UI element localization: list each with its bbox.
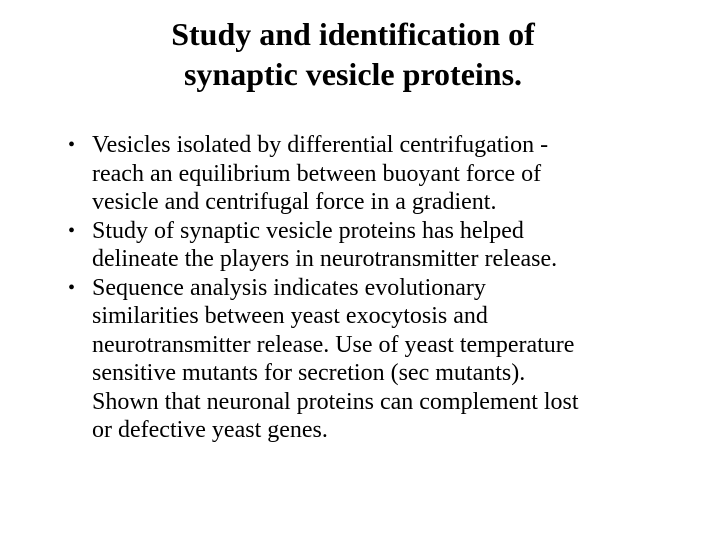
bullet-item: [60, 217, 700, 274]
bullet-text-line: Sequence analysis indicates evolutionary: [92, 274, 486, 301]
title-line: synaptic vesicle proteins.: [183, 56, 523, 92]
bullet-text-line: vesicle and centrifugal force in a gradient.: [92, 189, 497, 215]
bullet-item: [60, 274, 700, 445]
slide-title: [0, 14, 706, 94]
bullet-text-line: Vesicles isolated by differential centrifugation -: [92, 132, 549, 158]
bullet-text-line: delineate the players in neurotransmitter release.: [92, 246, 558, 272]
bullet-text-line: or defective yeast genes.: [92, 417, 328, 443]
bullet-icon: •: [68, 134, 76, 156]
bullet-list: [60, 131, 700, 445]
bullet-text-line: reach an equilibrium between buoyant force of: [92, 160, 542, 187]
bullet-text-line: Shown that neuronal proteins can complement lost: [92, 388, 579, 415]
title-line: Study and identification of: [171, 16, 535, 52]
bullet-text-line: sensitive mutants for secretion (sec mutants).: [92, 360, 526, 386]
bullet-text-line: similarities between yeast exocytosis and: [92, 303, 488, 329]
bullet-text-line: Study of synaptic vesicle proteins has helped: [92, 217, 524, 244]
bullet-icon: •: [68, 219, 76, 242]
bullet-icon: •: [68, 276, 76, 299]
bullet-item: [60, 131, 700, 217]
bullet-text-line: neurotransmitter release. Use of yeast temperature: [92, 331, 575, 358]
